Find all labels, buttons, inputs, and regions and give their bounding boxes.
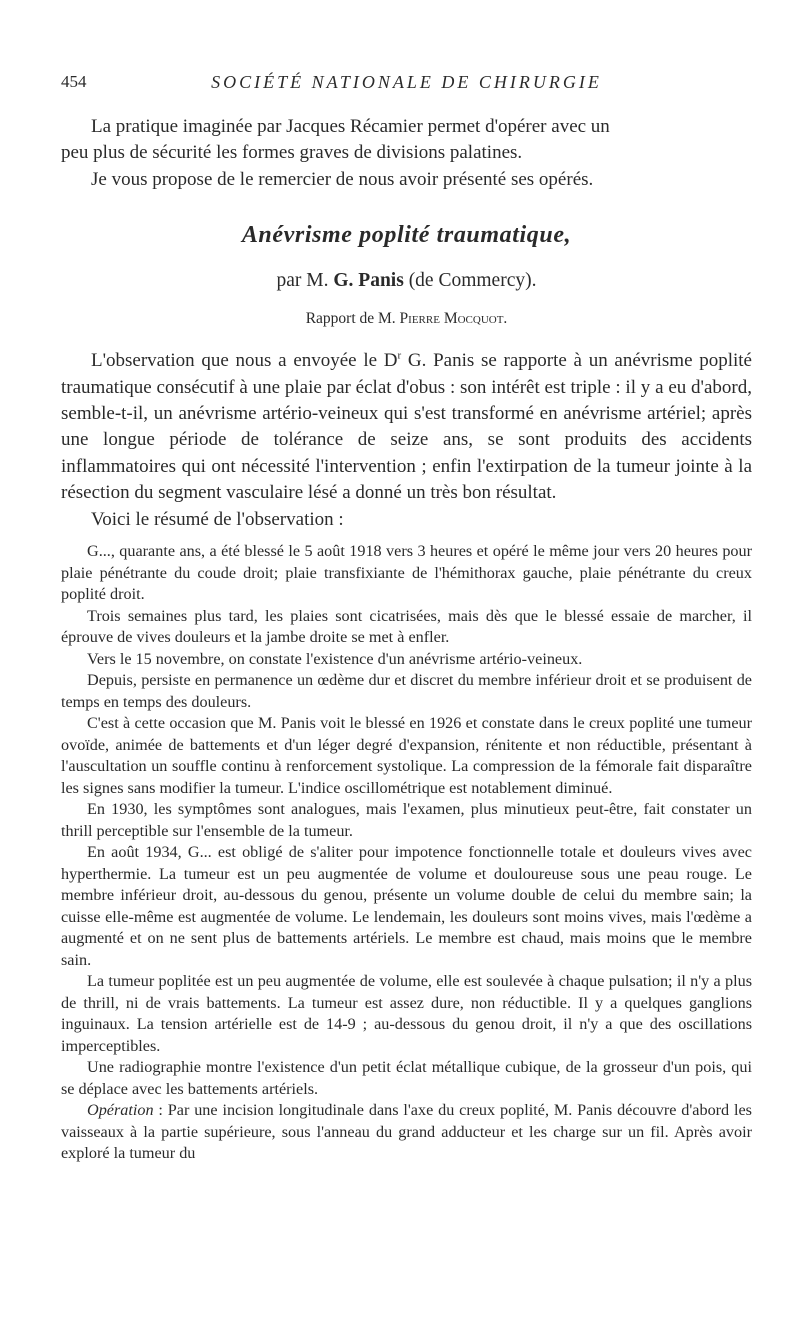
main-after-sup: G. Panis se rapporte à un anévrisme poplité traumatique consécutif à une plaie par éclat d'obus : son intérêt est triple : il y a eu d'abord, semble-t-il, un anévrisme artério-veineux qui s'est transformé en anévrisme artériel; après une longue période de tolérance de seize ans, se sont produits des accidents inflammatoires qui ont nécessité l'intervention ; enfin l'extirpation de la tumeur jointe à la résection du segment vasculaire lésé a donné un très bon résultat. xyxy=(61,350,752,504)
observation-paragraph: Une radiographie montre l'existence d'un petit éclat métallique cubique, de la grosseur d'un pois, qui se déplace avec les battements artériels. xyxy=(61,1058,752,1098)
operation-label: Opération xyxy=(87,1101,154,1120)
article-title: Anévrisme poplité traumatique, xyxy=(241,222,572,249)
running-title: SOCIÉTÉ NATIONALE DE CHIRURGIE xyxy=(211,72,602,92)
author-name: G. Panis xyxy=(333,270,404,292)
report-line xyxy=(61,308,752,330)
main-before-sup: L'observation que nous a envoyée le D xyxy=(91,350,398,372)
thanks-paragraph: Je vous propose de le remercier de nous avoir présenté ses opérés. xyxy=(91,168,594,190)
article-byline xyxy=(61,268,752,294)
observation-paragraph: La tumeur poplitée est un peu augmentée de volume, elle est soulevée à chaque pulsation; il n'y a plus de thrill, ni de vrais battements. La tumeur est assez dure, non réductible. Il y a quelques ganglions inguinaux. La tension artérielle est de 14-9 ; au-dessous du genou droit, il n'y a que des oscillations imperceptibles. xyxy=(61,972,752,1055)
observation-paragraph: G..., quarante ans, a été blessé le 5 août 1918 vers 3 heures et opéré le même jour vers 20 heures pour plaie pénétrante du coude droit; plaie transfixiante de l'hémithorax gauche, plaie pénétrante du creux poplité droit. xyxy=(61,542,752,604)
main-sup: r xyxy=(397,349,402,362)
observation-paragraph: En 1930, les symptômes sont analogues, mais l'examen, plus minutieux peut-être, fait constater un thrill perceptible sur l'ensemble de la tumeur. xyxy=(61,800,752,840)
page-header xyxy=(61,72,752,96)
page-number: 454 xyxy=(61,72,87,91)
intro-line-2: peu plus de sécurité les formes graves de divisions palatines. xyxy=(61,142,523,164)
observation-paragraph: En août 1934, G... est obligé de s'aliter pour impotence fonctionnelle totale et douleurs vives avec hyperthermie. La tumeur est un peu augmentée de volume et douloureuse sous une peau rouge. Le membre inférieur droit, au-dessous du genou, présente un volume double de celui du membre sain; la cuisse elle-même est augmentée de volume. Le lendemain, les douleurs sont moins vives, mais l'œdème a augmenté et on ne sent plus de battements artériels. Le membre est chaud, mais moins que le membre sain. xyxy=(61,843,752,969)
operation-text: : Par une incision longitudinale dans l'axe du creux poplité, M. Panis découvre d'abord les vaisseaux à la partie supérieure, sous l'anneau du grand adducteur et les charge sur un fil. Après avoir exploré la tumeur du xyxy=(61,1101,752,1163)
main-paragraph xyxy=(61,348,752,506)
intro-line-1: La pratique imaginée par Jacques Récamier permet d'opérer avec un xyxy=(91,116,610,137)
byline-suffix: (de Commercy). xyxy=(408,270,537,292)
observation-paragraph: C'est à cette occasion que M. Panis voit le blessé en 1926 et constate dans le creux poplité une tumeur ovoïde, animée de battements et d'un léger degré d'expansion, rénitente et non réductible, présentant à l'auscultation un souffle continu à renforcement systolique. La compression de la fémorale fait disparaître les signes sans modifier la tumeur. L'indice oscillométrique est notablement diminué. xyxy=(61,714,752,797)
report-prefix: Rapport de M. xyxy=(305,310,396,328)
operation-paragraph xyxy=(61,1100,752,1165)
summary-intro: Voici le résumé de l'observation : xyxy=(91,508,344,530)
reporter-name: Pierre Mocquot. xyxy=(399,310,508,328)
observation-paragraph: Depuis, persiste en permanence un œdème dur et discret du membre inférieur droit et se produisent de temps en temps des douleurs. xyxy=(61,671,752,711)
observation-paragraph: Trois semaines plus tard, les plaies sont cicatrisées, mais dès que le blessé essaie de marcher, il éprouve de vives douleurs et la jambe droite se met à enfler. xyxy=(61,606,752,647)
observation-paragraph: Vers le 15 novembre, on constate l'existence d'un anévrisme artério-veineux. xyxy=(87,649,583,668)
intro-paragraph xyxy=(61,114,752,167)
byline-prefix: par M. xyxy=(276,270,329,292)
page-body xyxy=(61,114,752,1165)
